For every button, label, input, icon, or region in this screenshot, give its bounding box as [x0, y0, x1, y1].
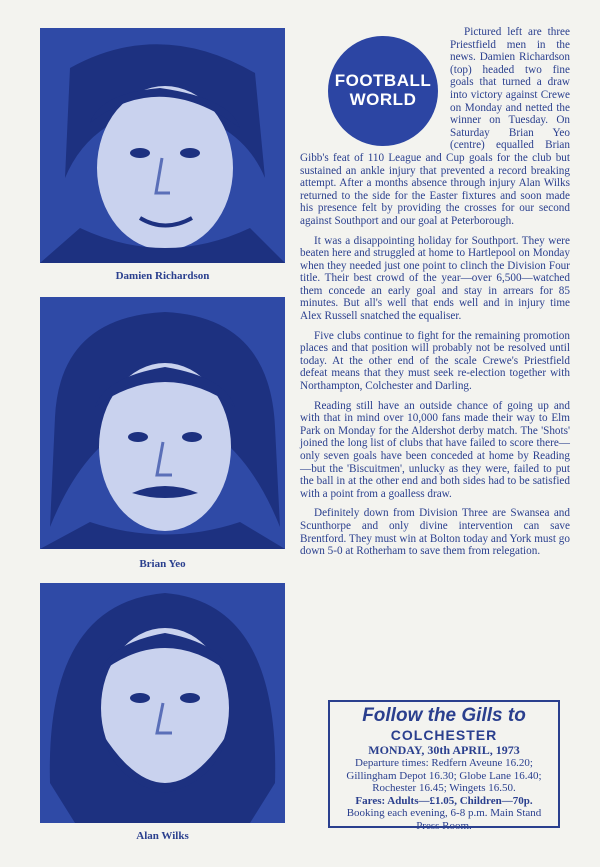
- caption-alan-wilks: Alan Wilks: [136, 830, 189, 842]
- advert-destination: COLCHESTER: [390, 727, 498, 743]
- article-paragraph: Five clubs continue to fight for the remaining promotion places and that position will probably not be resolved until today. At the other end of the scale Crewe's Priestfield defeat means that they must seek re-election together with Northampton, Colchester and Darling.: [300, 329, 570, 393]
- advert-fares: Fares: Adults—£1.05, Children—70p.: [355, 794, 533, 807]
- advert-booking: Booking each evening, 6-8 p.m. Main Stand Press Room.: [346, 807, 542, 832]
- photo-brian-yeo: [40, 297, 285, 549]
- advert-headline: Follow the Gills to: [362, 705, 526, 726]
- badge-line-2: WORLD: [349, 90, 417, 109]
- face-portrait-icon: [40, 583, 285, 823]
- badge-spacer: [300, 26, 450, 150]
- caption-brian-yeo: Brian Yeo: [139, 558, 186, 570]
- photo-alan-wilks: [40, 583, 285, 823]
- article-paragraph: Pictured left are three Priestfield men in the news. Damien Richardson (top) headed two fine goals that turned a draw into victory against Crewe on Monday and netted the winner on Tuesday. On Saturday Brian Yeo (centre) equalled Brian Gibb's feat of 110 League and Cup goals for the club but sustained an ankle injury that prevented a record breaking attempt. After a months absence through injury Alan Wilks returned to the side for the Easter fixtures and soon made his presence felt by providing the crosses for our second against Southport and our goal at Peterborough.: [300, 26, 570, 227]
- photo-damien-richardson: [40, 28, 285, 263]
- article-body: [300, 26, 570, 565]
- badge-line-1: FOOTBALL: [334, 71, 432, 91]
- face-portrait-icon: [40, 28, 285, 263]
- face-portrait-icon: [40, 297, 285, 549]
- advert-departures: Departure times: Redfern Aveune 16.20; Gillingham Depot 16.30; Globe Lane 16.40; Rochester 16.45; Wingets 16.50.: [346, 757, 542, 794]
- follow-the-gills-advert: [328, 700, 560, 832]
- article-paragraph: It was a disappointing holiday for Southport. They were beaten here and struggled at home to Hartlepool on Monday when they needed just one point to clinch the Division Four title. Their best crowd of the year—over 6,500—watched them concede an early goal and stay in arrears for 85 minutes. But all's well that ends well and in injury time Alex Russell snatched the equaliser.: [300, 234, 570, 323]
- article-paragraph: Reading still have an outside chance of going up and with that in mind over 10,000 fans made their way to Elm Park on Monday for the Aldershot derby match. The 'Shots' joined the long list of clubs that have failed to score there—only seven goals have been conceded at home by Reading—but the 'Biscuitmen', unlucky as they were, failed to put the ball in at the other end and both sides had to be satisfied with a point from a goalless draw.: [300, 399, 570, 500]
- advert-date: MONDAY, 30th APRIL, 1973: [368, 743, 520, 757]
- article-paragraph: Definitely down from Division Three are Swansea and Scunthorpe and only divine intervention can save Brentford. They must win at Bolton today and York must go down 5-0 at Rotherham to save them from relegation.: [300, 507, 570, 558]
- caption-damien-richardson: Damien Richardson: [115, 270, 210, 282]
